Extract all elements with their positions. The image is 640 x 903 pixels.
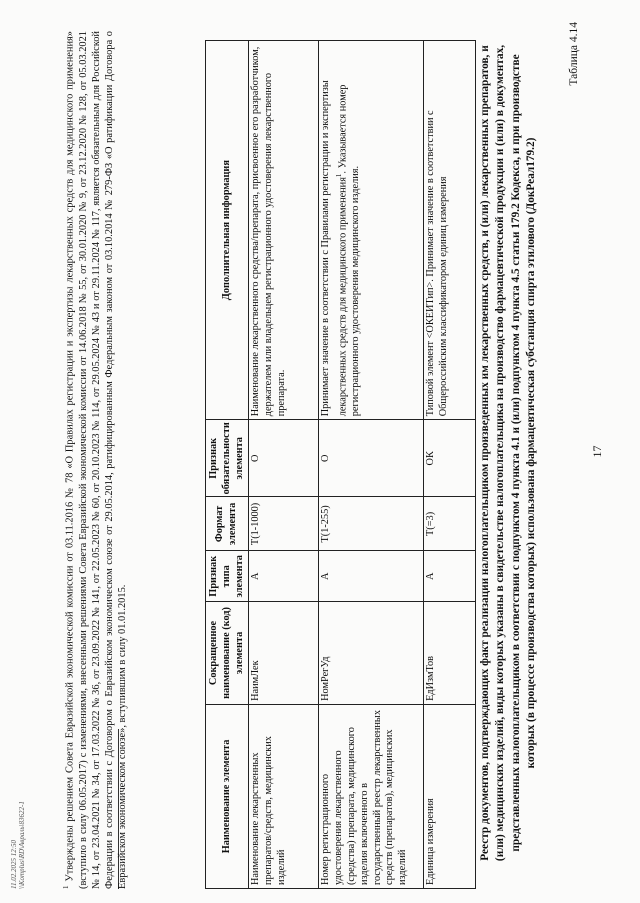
cell-element-type: А bbox=[319, 551, 424, 602]
footnote-reference: 1 bbox=[335, 173, 344, 178]
cell-element-type: А bbox=[424, 551, 476, 602]
info-text-part1: Принимает значение в соответствии с Правилами регистрации и экспертизы лекарственных средств для медицинского применения bbox=[320, 80, 349, 417]
registry-table bbox=[205, 40, 476, 889]
cell-element-format: Т(=3) bbox=[424, 497, 476, 551]
cell-element-type: А bbox=[249, 551, 319, 602]
header-element-name: Наименование элемента bbox=[206, 704, 249, 888]
cell-element-name: Единица измерения bbox=[424, 704, 476, 888]
stamp-date: 11.02.2025 12:50 bbox=[10, 839, 18, 889]
table-title: Реестр документов, подтверждающих факт реализации налогоплательщиком произведенных им лекарственных средств, и (или) лекарственных препаратов, и (или) медицинских изделий, виды которых указаны в свидетельстве налогоплательщика на производство фармацевтической продукции и (или) в документах, представленных налогоплательщиком в соответствии с подпунктом 4 пункта 4.1 и (или) подпунктом 4 пункта 4.5 статьи 179.2 Кодекса, и при производстве которых (в процессе производства которых) использована фармацевтическая субстанция спирта этилового (ДокРеал179.2) bbox=[479, 44, 538, 862]
cell-element-name: Номер регистрационного удостоверения лекарственного (средства) препарата, медицинского изделия включенного в государственный реестр лекарственных средств (препаратов), медицинских изделий bbox=[319, 704, 424, 888]
stamp-path: \\Komplus\RD\Авраль\83622-1 bbox=[18, 801, 26, 889]
cell-element-format: Т(1-255) bbox=[319, 497, 424, 551]
footnote-text: Утверждены решением Совета Евразийской экономической комиссии от 03.11.2016 № 78 «О Правилах регистрации и экспертизы лекарственных средств для медицинского применения» (вступило в силу 06.05.2017) с изменениями, внесенными решениями Совета Евразийской экономической комиссии от 14.06.2018 № 55, от 30.01.2020 № 9, от 23.12.2020 № 128, от 05.03.2021 № 14, от 23.04.2021 № 34, от 17.03.2022 № 36, от 23.09.2022 № 141, от 22.05.2023 № 60, от 20.10.2023 № 114, от 29.05.2024 № 43 и от 29.11.2024 № 117, является обязательным для Российской Федерации в соответствии с Договором о Евразийском экономическом союзе от 29.05.2014, ратифицированным Федеральным законом от 03.10.2014 № 279-ФЗ «О ратификации Договора о Евразийском экономическом союзе», вступившим в силу 01.01.2015. bbox=[64, 31, 129, 889]
header-element-type: Признак типа элемента bbox=[206, 551, 249, 602]
header-element-required: Признак обязательности элемента bbox=[206, 420, 249, 497]
table-header-row bbox=[206, 41, 249, 889]
cell-element-code: НаимЛек bbox=[249, 602, 319, 705]
cell-element-name: Наименование лекарственных препаратов/средств, медицинских изделий bbox=[249, 704, 319, 888]
cell-element-format: Т(1-1000) bbox=[249, 497, 319, 551]
table-row bbox=[319, 41, 424, 889]
print-stamp bbox=[10, 801, 26, 889]
table-row bbox=[424, 41, 476, 889]
footnote-mark: 1 bbox=[62, 885, 70, 889]
header-element-format: Формат элемента bbox=[206, 497, 249, 551]
info-text-part2: . Указывается номер регистрационного удостоверения медицинского изделия. bbox=[337, 84, 362, 417]
cell-additional-info: Наименование лекарственного средства/препарата, присвоенное его разработчиком, держателем или владельцем регистрационного удостоверения лекарственного препарата. bbox=[249, 41, 319, 420]
cell-element-code: ЕдИзмТов bbox=[424, 602, 476, 705]
header-additional-info: Дополнительная информация bbox=[206, 41, 249, 420]
table-row bbox=[249, 41, 319, 889]
cell-element-code: НомРегУд bbox=[319, 602, 424, 705]
cell-element-required: ОК bbox=[424, 420, 476, 497]
page-number: 17 bbox=[590, 445, 604, 458]
header-element-code: Сокращенное наименование (код) элемента bbox=[206, 602, 249, 705]
footnote bbox=[60, 31, 129, 889]
cell-additional-info: Типовой элемент <ОКЕИТип>. Принимает значение в соответствии с Общероссийским классификатором единиц измерения bbox=[424, 41, 476, 420]
table-label: Таблица 4.14 bbox=[568, 22, 580, 86]
cell-element-required: О bbox=[319, 420, 424, 497]
cell-element-required: О bbox=[249, 420, 319, 497]
cell-additional-info bbox=[319, 41, 424, 420]
